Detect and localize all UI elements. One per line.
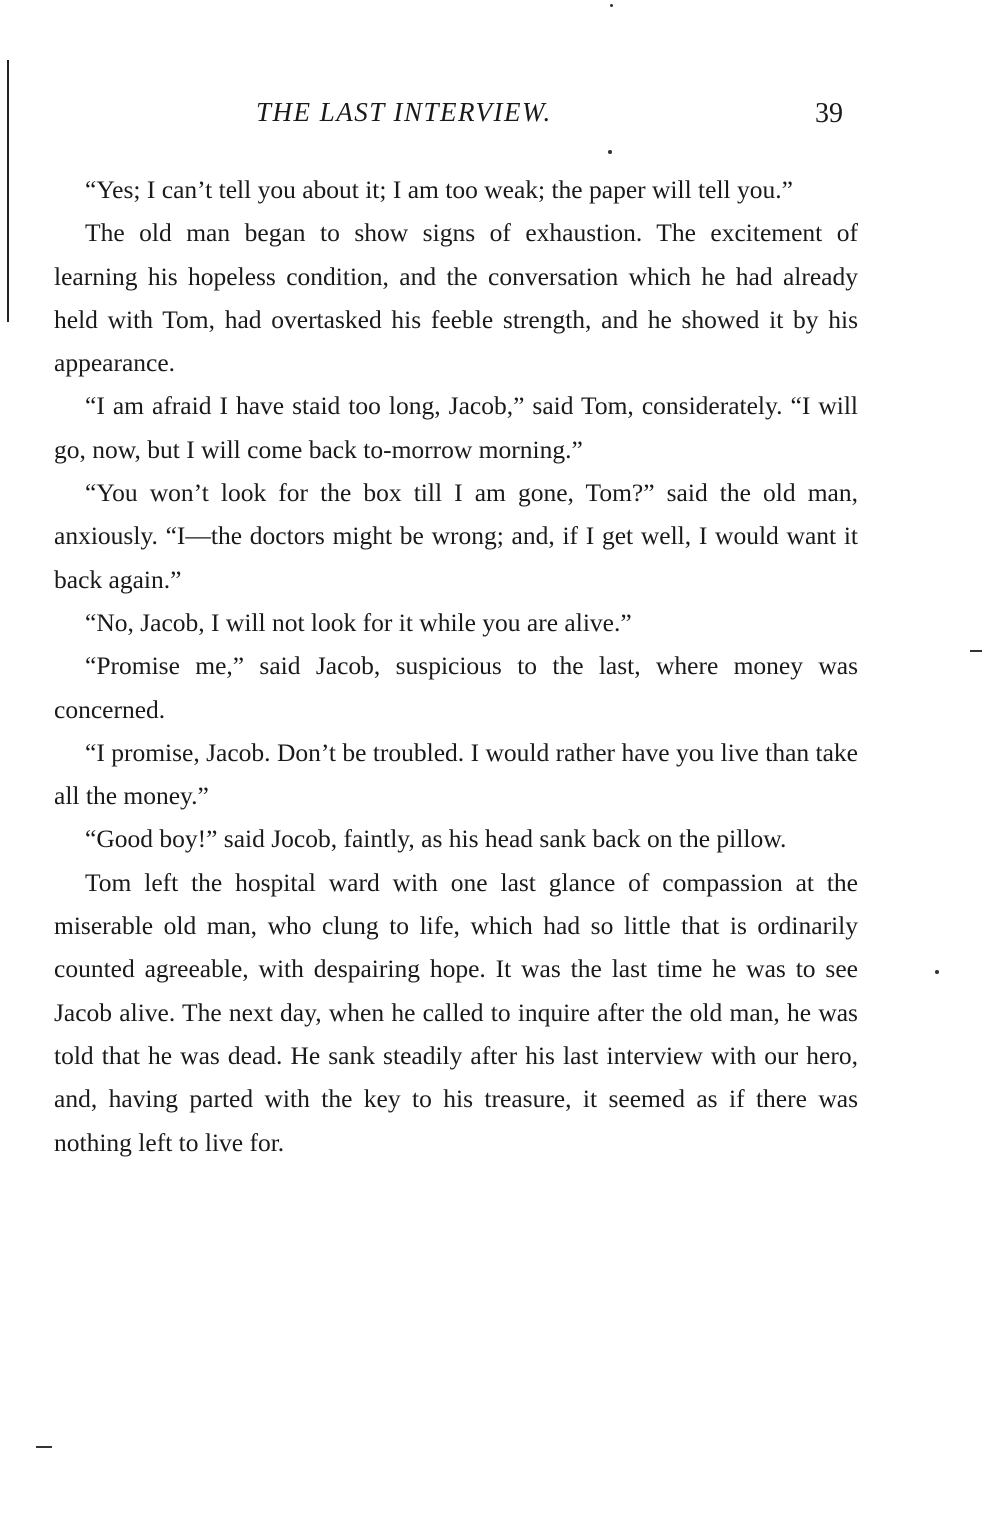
- scan-speck: [970, 650, 982, 652]
- paragraph: “Yes; I can’t tell you about it; I am too weak; the paper will tell you.”: [85, 175, 793, 204]
- paragraph: “Promise me,” said Jacob, suspicious to the last, where money was concerned.: [54, 651, 858, 724]
- scan-speck: [608, 150, 612, 154]
- scan-speck: [36, 1446, 52, 1448]
- paragraph: “You won’t look for the box till I am gone, Tom?” said the old man, anxiously. “I—the doctors might be wrong; and, if I get well, I would want it back again.”: [54, 478, 858, 594]
- body-text: [54, 168, 858, 1164]
- scan-speck: [935, 970, 939, 974]
- paragraph: “I promise, Jacob. Don’t be troubled. I would rather have you live than take all the money.”: [54, 737, 858, 811]
- paragraph: The old man began to show signs of exhaustion. The excitement of learning his hopeless condition, and the conversation which he had already held with Tom, had overtasked his feeble strength, and he showed it by his appearance.: [54, 218, 858, 378]
- paragraph: “I am afraid I have staid too long, Jacob,” said Tom, considerately. “I will go, now, but I will come back to-morrow morning.”: [54, 391, 858, 464]
- paragraph: “No, Jacob, I will not look for it while you are alive.”: [85, 607, 632, 637]
- page-number: 39: [815, 98, 843, 129]
- running-title: THE LAST INTERVIEW.: [256, 97, 552, 127]
- running-head: [0, 92, 988, 132]
- paragraph: “Good boy!” said Jocob, faintly, as his head sank back on the pillow.: [85, 824, 787, 854]
- scan-speck: [610, 4, 613, 7]
- paragraph: Tom left the hospital ward with one last glance of compassion at the miserable old man, who clung to life, which had so little that is ordinarily counted agreeable, with despairing hope. It was the last time he was to see Jacob alive. The next day, when he called to inquire after the old man, he was told that he was dead. He sank steadily after his last interview with our hero, and, having parted with the key to his treasure, it seemed as if there was nothing left to live for.: [54, 867, 858, 1157]
